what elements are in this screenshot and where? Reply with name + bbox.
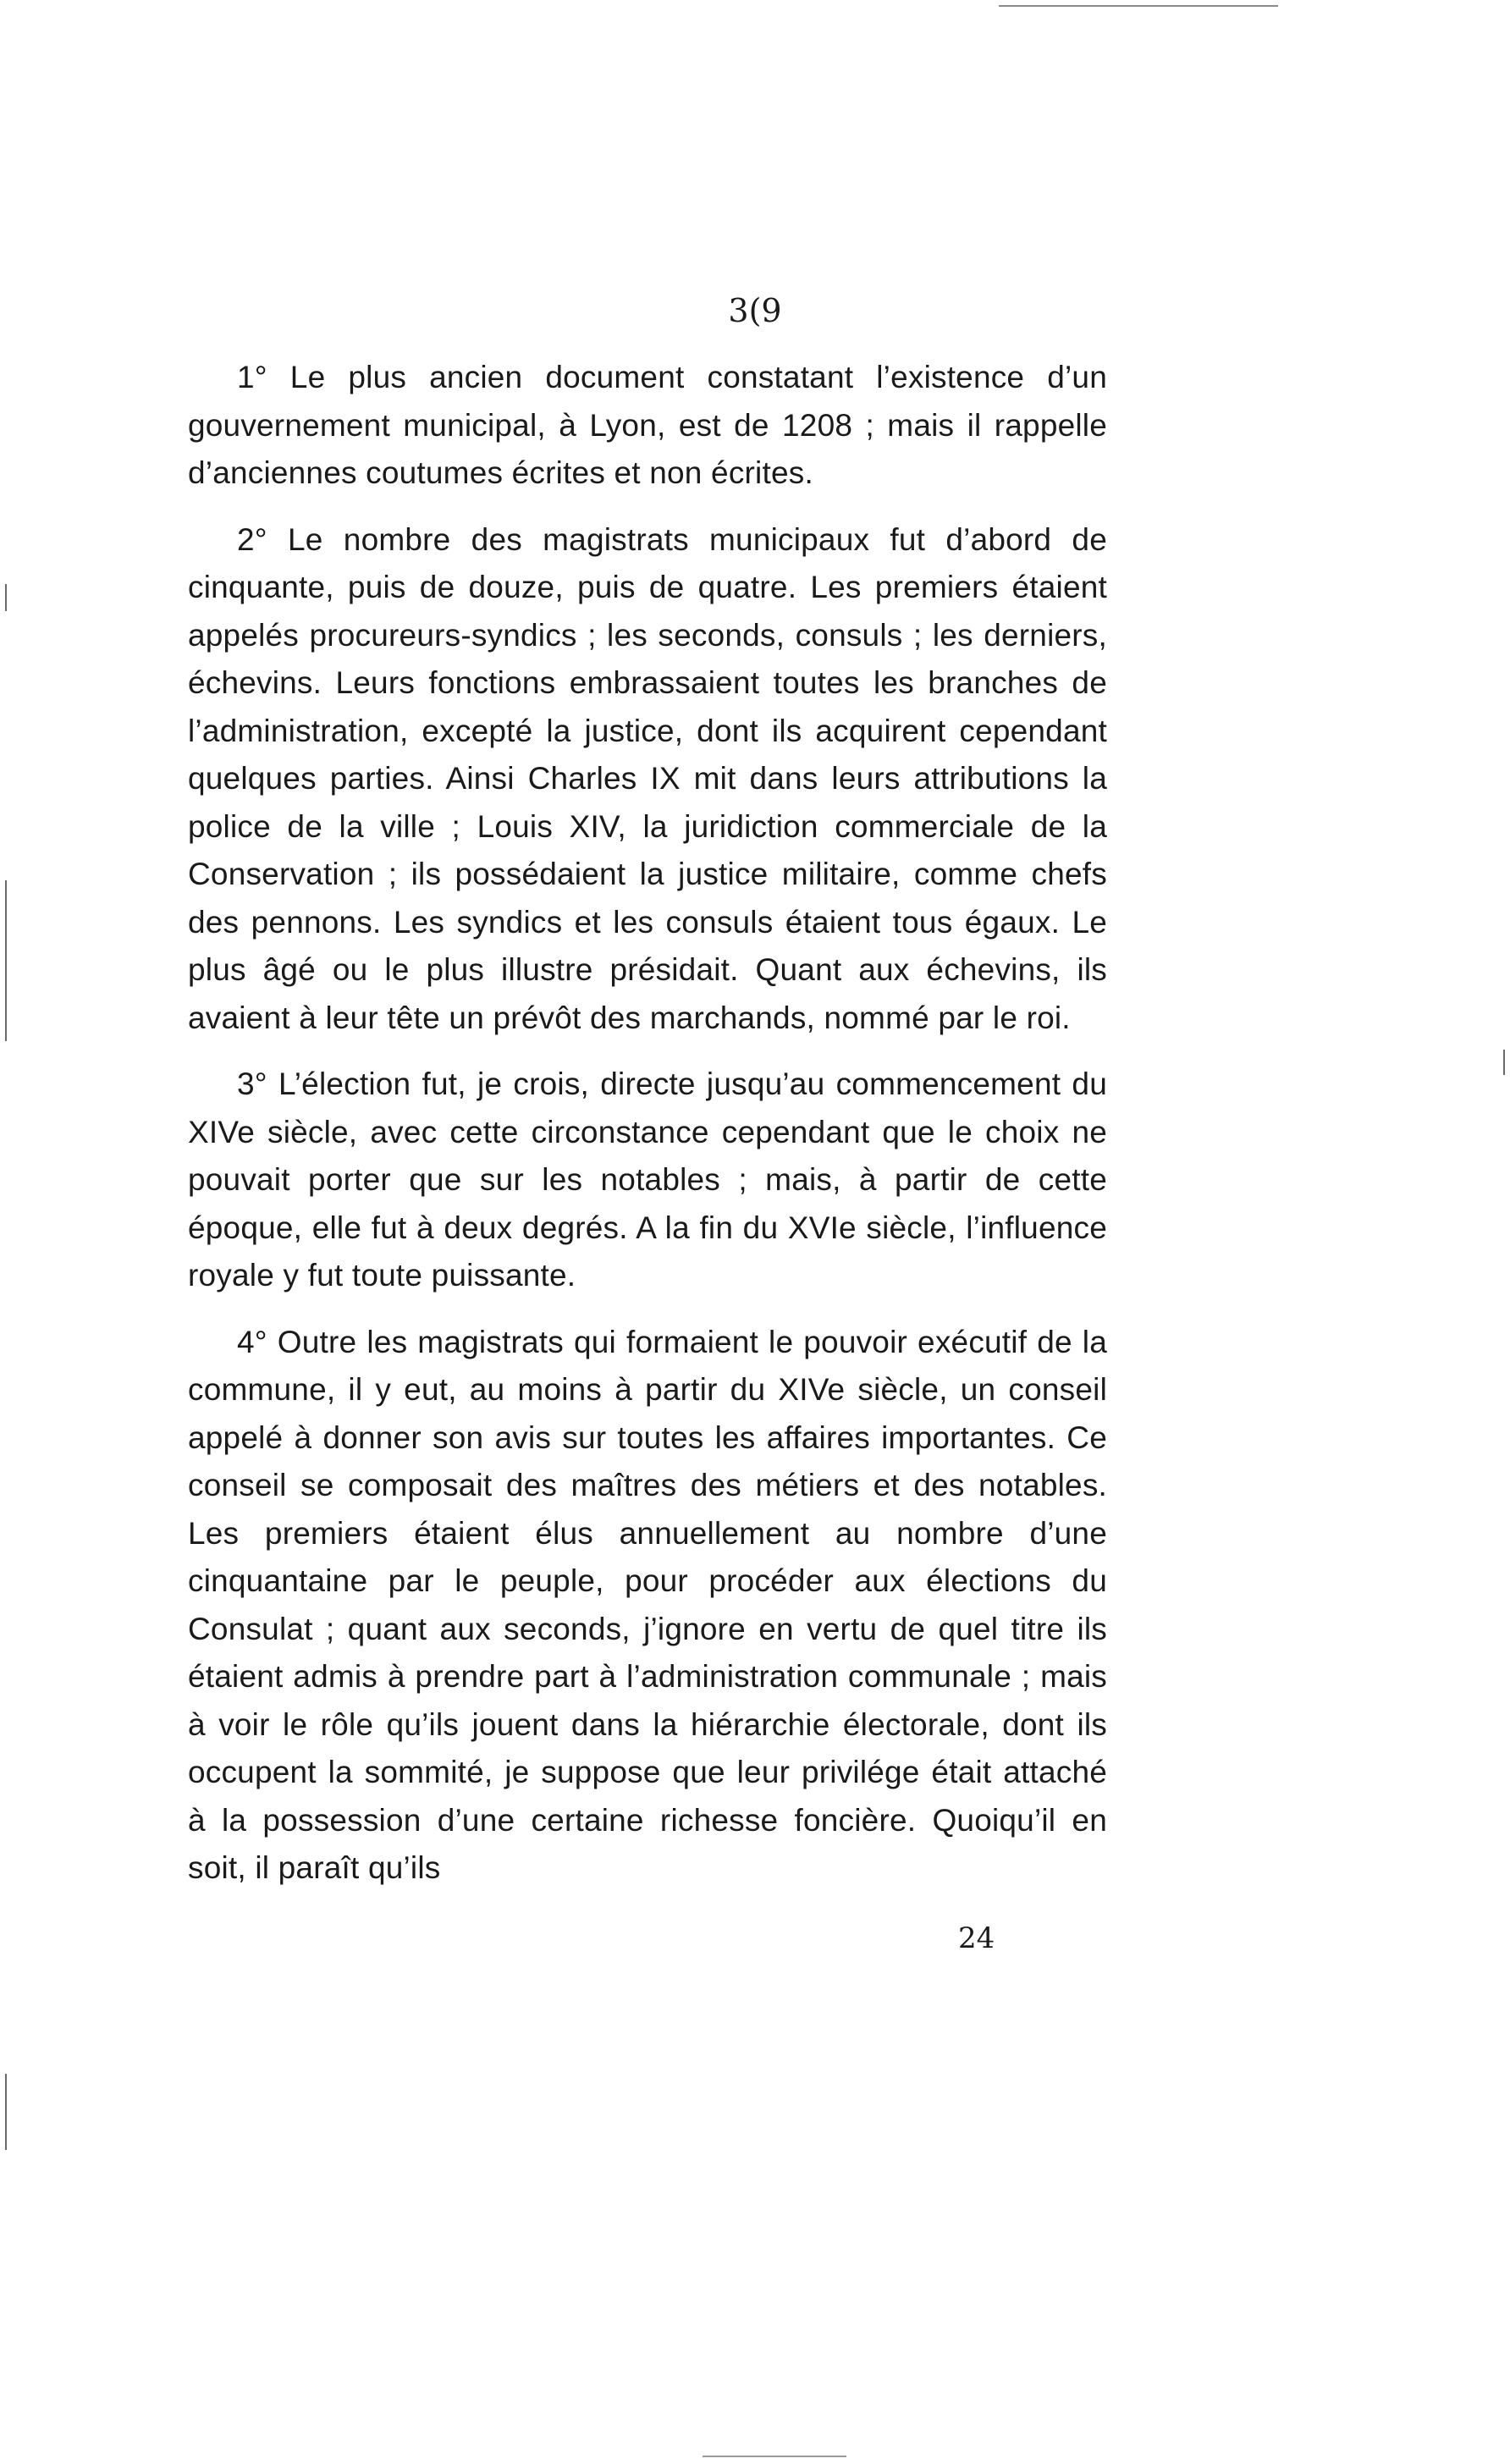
signature-mark: 24 xyxy=(958,1921,995,1955)
body-text xyxy=(188,354,1107,1911)
left-margin-mark xyxy=(5,880,7,1041)
right-margin-mark xyxy=(1503,1050,1505,1075)
paragraph-1: 1° Le plus ancien document constatant l’existence d’un gouvernement municipal, à Lyon, est de 1208 ; mais il rappelle d’anciennes coutumes écrites et non écrites. xyxy=(188,360,1107,490)
left-margin-mark xyxy=(5,2074,7,2150)
paragraph-3: 3° L’élection fut, je crois, directe jusqu’au commencement du XIVe siècle, avec cette circonstance cependant que le choix ne pouvait porter que sur les notables ; mais, à partir de cette époque, elle fut à deux degrés. A la fin du XVIe siècle, l’influence royale y fut toute puissante. xyxy=(188,1067,1107,1293)
bottom-edge-rule xyxy=(703,2456,846,2457)
page-number: 3(9 xyxy=(728,292,782,329)
left-margin-mark xyxy=(5,584,7,611)
paragraph-2: 2° Le nombre des magistrats municipaux fut d’abord de cinquante, puis de douze, puis de quatre. Les premiers étaient appelés procureurs-syndics ; les seconds, consuls ; les derniers, échevins. Leurs fonctions embrassaient toutes les branches de l’administration, excepté la justice, dont ils acquirent cependant quelques parties. Ainsi Charles IX mit dans leurs attributions la police de la ville ; Louis XIV, la juridiction commerciale de la Conservation ; ils possédaient la justice militaire, comme chefs des pennons. Les syndics et les consuls étaient tous égaux. Le plus âgé ou le plus illustre présidait. Quant aux échevins, ils avaient à leur tête un prévôt des marchands, nommé par le roi. xyxy=(188,521,1107,1035)
paragraph-4: 4° Outre les magistrats qui formaient le pouvoir exécutif de la commune, il y eut, au moins à partir du XIVe siècle, un conseil appelé à donner son avis sur toutes les affaires importantes. Ce conseil se composait des maîtres des métiers et des notables. Les premiers étaient élus annuellement au nombre d’une cinquantaine par le peuple, pour procéder aux élections du Consulat ; quant aux seconds, j’ignore en vertu de quel titre ils étaient admis à prendre part à l’administration communale ; mais à voir le rôle qu’ils jouent dans la hiérarchie électorale, dont ils occupent la sommité, je suppose que leur privilége était attaché à la possession d’une certaine richesse foncière. Quoiqu’il en soit, il paraît qu’ils xyxy=(188,1324,1107,1885)
top-edge-rule xyxy=(999,5,1278,7)
